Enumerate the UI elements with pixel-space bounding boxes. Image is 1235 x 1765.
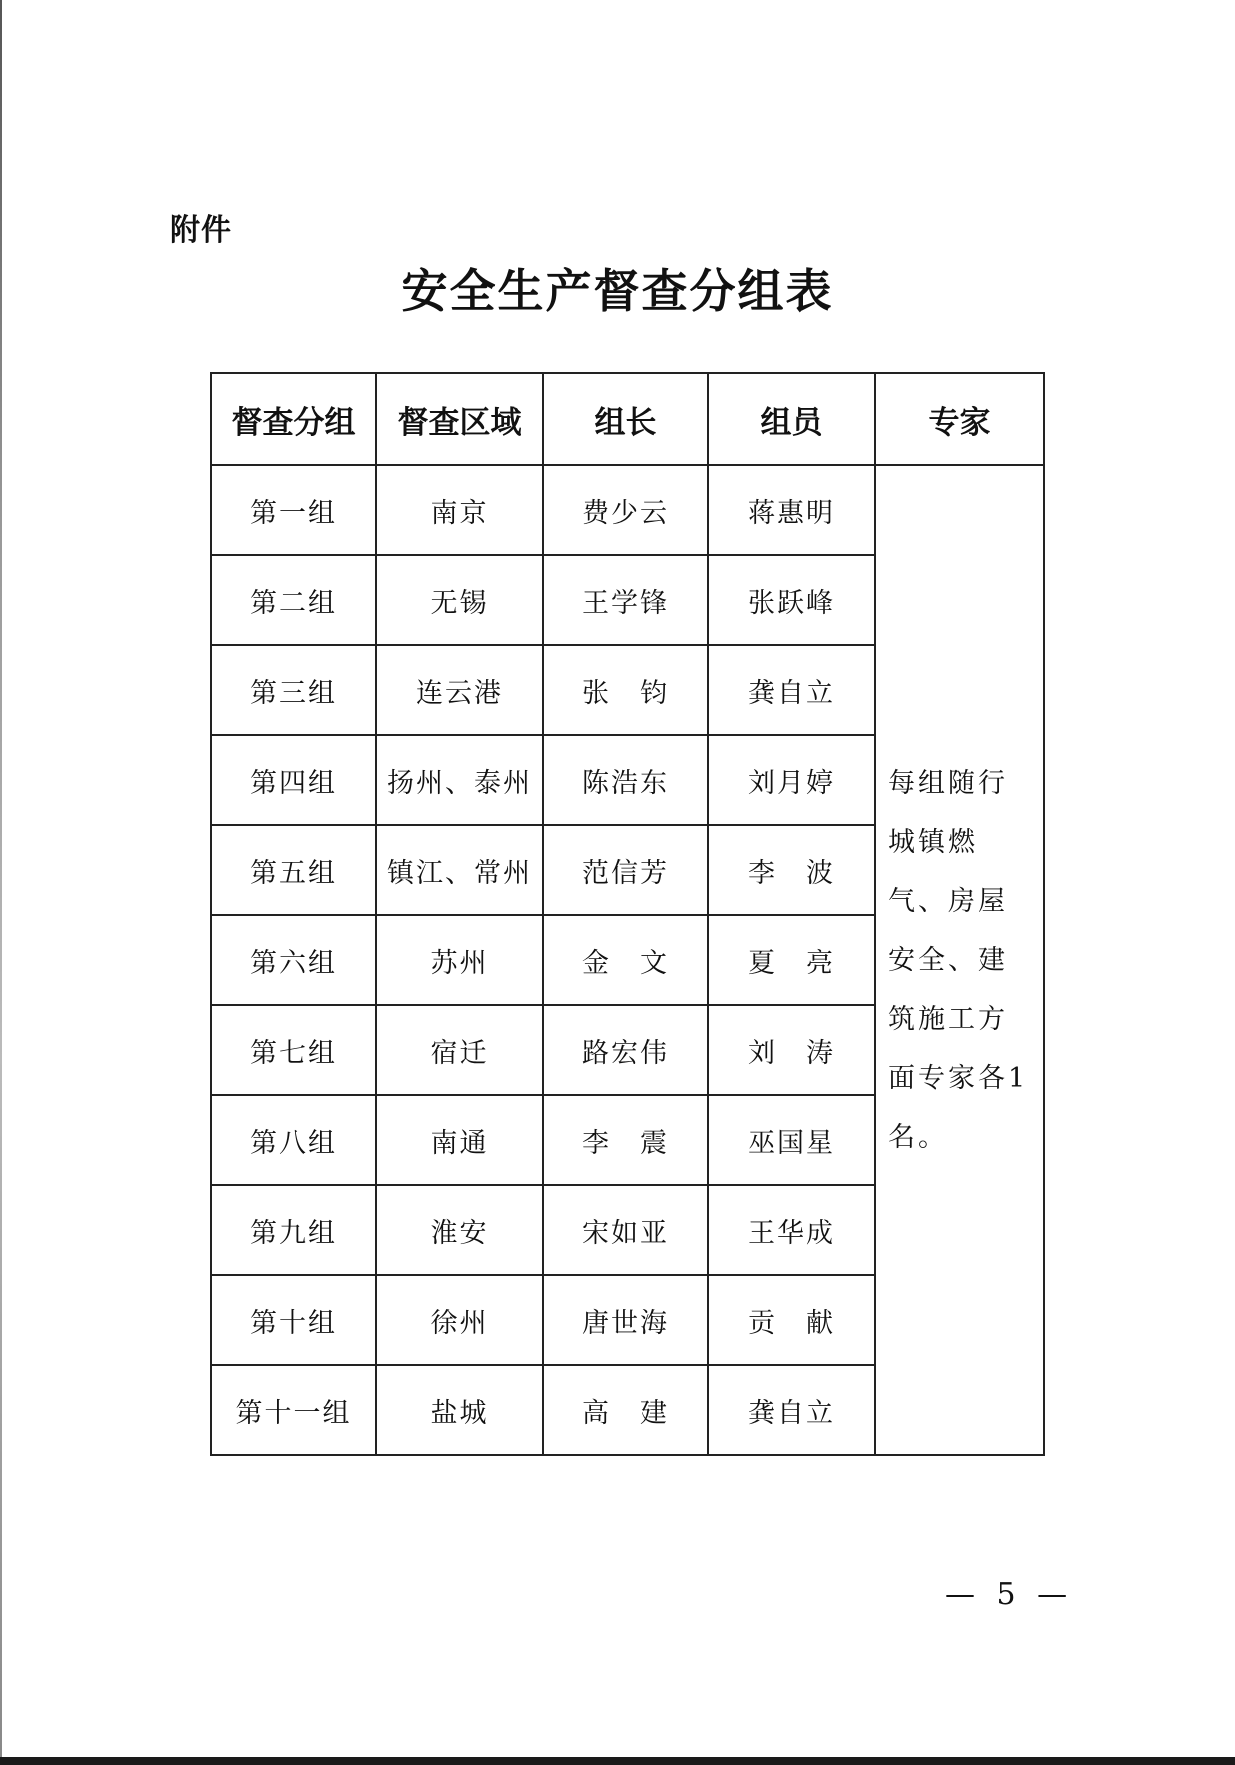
group-cell: 第十组 [211, 1275, 376, 1365]
region-cell: 淮安 [376, 1185, 543, 1275]
group-cell: 第十一组 [211, 1365, 376, 1455]
header-expert: 专家 [875, 373, 1044, 465]
member-cell: 蒋惠明 [708, 465, 875, 555]
document-title: 安全生产督查分组表 [401, 264, 834, 318]
member-cell: 刘 涛 [708, 1005, 875, 1095]
expert-cell [875, 465, 1044, 1455]
header-leader: 组长 [543, 373, 708, 465]
group-cell: 第三组 [211, 645, 376, 735]
region-cell: 南通 [376, 1095, 543, 1185]
group-cell: 第六组 [211, 915, 376, 1005]
region-cell: 徐州 [376, 1275, 543, 1365]
region-cell: 南京 [376, 465, 543, 555]
member-cell: 李 波 [708, 825, 875, 915]
inspection-group-table [210, 372, 1045, 1456]
region-cell: 镇江、常州 [376, 825, 543, 915]
leader-cell: 高 建 [543, 1365, 708, 1455]
leader-cell: 唐世海 [543, 1275, 708, 1365]
member-cell: 王华成 [708, 1185, 875, 1275]
leader-cell: 张 钧 [543, 645, 708, 735]
leader-cell: 费少云 [543, 465, 708, 555]
member-cell: 夏 亮 [708, 915, 875, 1005]
region-cell: 扬州、泰州 [376, 735, 543, 825]
leader-cell: 李 震 [543, 1095, 708, 1185]
region-cell: 宿迁 [376, 1005, 543, 1095]
member-cell: 巫国星 [708, 1095, 875, 1185]
leader-cell: 金 文 [543, 915, 708, 1005]
table-row [211, 465, 1044, 555]
member-cell: 刘月婷 [708, 735, 875, 825]
group-cell: 第九组 [211, 1185, 376, 1275]
member-cell: 张跃峰 [708, 555, 875, 645]
leader-cell: 路宏伟 [543, 1005, 708, 1095]
leader-cell: 范信芳 [543, 825, 708, 915]
member-cell: 龚自立 [708, 645, 875, 735]
scan-edge-bottom [0, 1757, 1235, 1765]
region-cell: 苏州 [376, 915, 543, 1005]
table-header-row [211, 373, 1044, 465]
header-member: 组员 [708, 373, 875, 465]
expert-note: 每组随行城镇燃气、房屋安全、建筑施工方面专家各1名。 [888, 767, 1029, 1153]
member-cell: 贡 献 [708, 1275, 875, 1365]
header-group: 督查分组 [211, 373, 376, 465]
header-region: 督查区域 [376, 373, 543, 465]
leader-cell: 宋如亚 [543, 1185, 708, 1275]
leader-cell: 陈浩东 [543, 735, 708, 825]
group-cell: 第二组 [211, 555, 376, 645]
region-cell: 无锡 [376, 555, 543, 645]
group-cell: 第八组 [211, 1095, 376, 1185]
region-cell: 盐城 [376, 1365, 543, 1455]
region-cell: 连云港 [376, 645, 543, 735]
member-cell: 龚自立 [708, 1365, 875, 1455]
attachment-label: 附件 [170, 213, 232, 248]
leader-cell: 王学锋 [543, 555, 708, 645]
page-number: — 5 — [945, 1577, 1074, 1612]
group-cell: 第七组 [211, 1005, 376, 1095]
group-cell: 第五组 [211, 825, 376, 915]
group-cell: 第四组 [211, 735, 376, 825]
group-cell: 第一组 [211, 465, 376, 555]
